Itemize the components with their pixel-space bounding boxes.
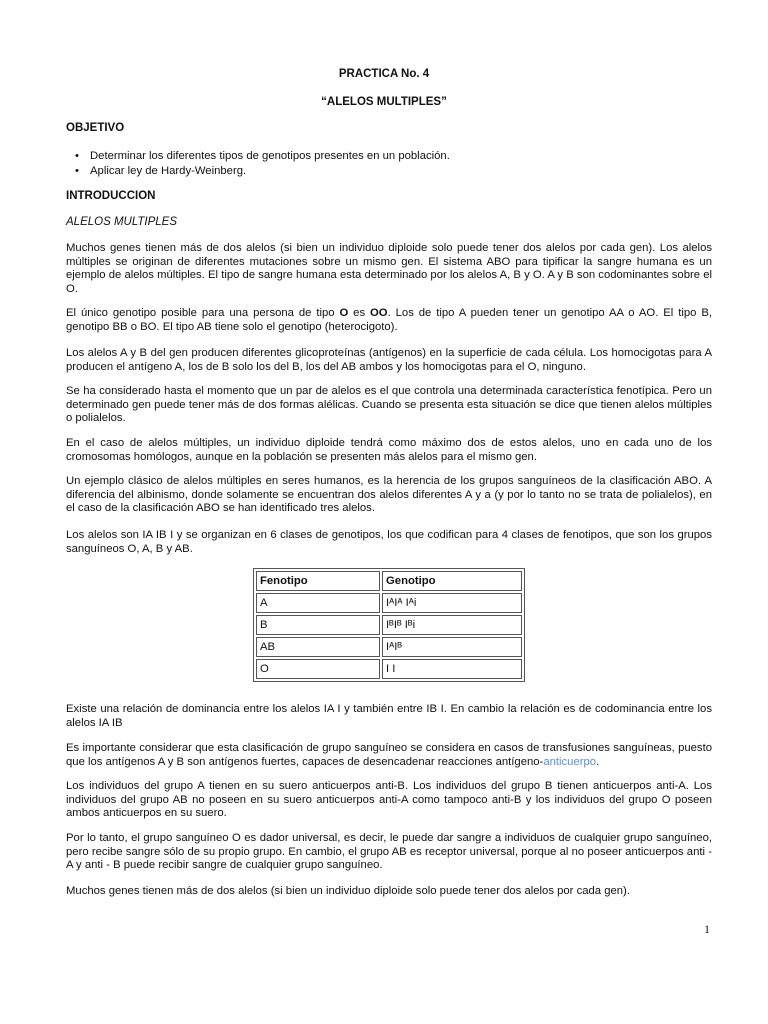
bold-oo: OO xyxy=(370,307,388,319)
table-cell: AB xyxy=(256,637,380,657)
paragraph xyxy=(66,307,712,334)
table-row xyxy=(256,615,522,635)
page-number: 1 xyxy=(704,922,710,936)
table-row xyxy=(256,637,522,657)
bold-o: O xyxy=(339,307,349,319)
fenotipo-genotipo-table xyxy=(253,568,525,682)
paragraph: Un ejemplo clásico de alelos múltiples en seres humanos, es la herencia de los grupos sanguíneos de la clasificación ABO. A diferencia del albinismo, donde solamente se encuentran dos alelos diferentes A y a (y por lo tanto no se trata de polialelos), en el caso de la clasificación ABO se han identificado tres alelos. xyxy=(66,475,712,514)
objetivo-item: • Determinar los diferentes tipos de genotipos presentes en un población. xyxy=(66,149,450,164)
paragraph: Los individuos del grupo A tienen en su suero anticuerpos anti-B. Los individuos del grupo B tienen anticuerpos anti-A. Los individuos del grupo AB no poseen en su suero anticuerpos anti-A como tampoco anti-B y los individuos del grupo O poseen ambos anticuerpos en su suero. xyxy=(66,780,712,819)
alelos-multiples-subheading: ALELOS MULTIPLES xyxy=(66,216,177,228)
objetivo-item: • Aplicar ley de Hardy-Weinberg. xyxy=(66,164,450,179)
paragraph: Los alelos A y B del gen producen diferentes glicoproteínas (antígenos) en la superficie de cada célula. Los homocigotas para A producen el antígeno A, los de B solo los del B, los del AB ambos y los homocigotas para el O, ninguno. xyxy=(66,347,712,373)
anticuerpo-link[interactable]: anticuerpo xyxy=(543,755,597,768)
table-cell: A xyxy=(256,593,380,613)
text-run: . Los de tipo A pueden tener un genotipo AA o AO. El tipo B, genotipo BB o BO. El tipo AB tiene solo el genotipo (heterocigoto). xyxy=(66,307,712,333)
page-subtitle: “ALELOS MULTIPLES” xyxy=(321,96,447,108)
text-run: . xyxy=(596,755,600,768)
paragraph xyxy=(66,742,712,769)
text-run: es xyxy=(348,307,371,319)
objetivo-list xyxy=(66,149,450,179)
table-cell: IᴬIᴬ Iᴬi xyxy=(382,593,522,613)
table-row xyxy=(256,593,522,613)
table-cell: IᴬIᴮ xyxy=(382,637,522,657)
text-run: El único genotipo posible para una persona de tipo xyxy=(66,307,340,319)
introduccion-heading: INTRODUCCION xyxy=(66,190,156,202)
table-header-cell: Genotipo xyxy=(382,571,522,591)
paragraph: Muchos genes tienen más de dos alelos (si bien un individuo diploide solo puede tener dos alelos por cada gen). xyxy=(66,885,630,897)
objetivo-heading: OBJETIVO xyxy=(66,122,125,134)
text-run: Es importante considerar que esta clasificación de grupo sanguíneo se considera en casos de transfusiones sanguíneas, puesto que los antígenos A y B son antígenos fuertes, capaces de desencadenar reacciones antígeno- xyxy=(66,742,712,768)
paragraph: Existe una relación de dominancia entre los alelos IA I y también entre IB I. En cambio la relación es de codominancia entre los alelos IA IB xyxy=(66,703,712,729)
table-header-cell: Fenotipo xyxy=(256,571,380,591)
paragraph: Muchos genes tienen más de dos alelos (si bien un individuo diploide solo puede tener dos alelos por cada gen). Los alelos múltiples se originan de diferentes mutaciones sobre un mismo gen. El sistema ABO para tipificar la sangre humana es un ejemplo de alelos múltiples. El tipo de sangre humana esta determinado por los alelos A, B y O. A y B son codominantes sobre el O. xyxy=(66,242,712,295)
table-cell: O xyxy=(256,659,380,679)
table-header-row xyxy=(256,571,522,591)
table-cell: B xyxy=(256,615,380,635)
page-title: PRACTICA No. 4 xyxy=(338,68,430,80)
paragraph: Los alelos son IA IB I y se organizan en 6 clases de genotipos, los que codifican para 4 clases de fenotipos, que son los grupos sanguíneos O, A, B y AB. xyxy=(66,529,712,555)
table-row xyxy=(256,659,522,679)
table-cell: I I xyxy=(382,659,522,679)
paragraph: Se ha considerado hasta el momento que un par de alelos es el que controla una determinada característica fenotípica. Pero un determinado gen puede tener más de dos formas alélicas. Cuando se presenta esta situación se dice que tienen alelos múltiples o polialelos. xyxy=(66,385,712,424)
paragraph: Por lo tanto, el grupo sanguíneo O es dador universal, es decir, le puede dar sangre a individuos de cualquier grupo sanguíneo, pero recibe sangre sólo de su propio grupo. En cambio, el grupo AB es receptor universal, porque al no poseer anticuerpos anti - A y anti - B puede recibir sangre de cualquier grupo sanguíneo. xyxy=(66,832,712,871)
paragraph: En el caso de alelos múltiples, un individuo diploide tendrá como máximo dos de estos alelos, uno en cada uno de los cromosomas homólogos, aunque en la población se presenten más alelos para el mismo gen. xyxy=(66,437,712,463)
table-cell: IᴮIᴮ Iᴮi xyxy=(382,615,522,635)
